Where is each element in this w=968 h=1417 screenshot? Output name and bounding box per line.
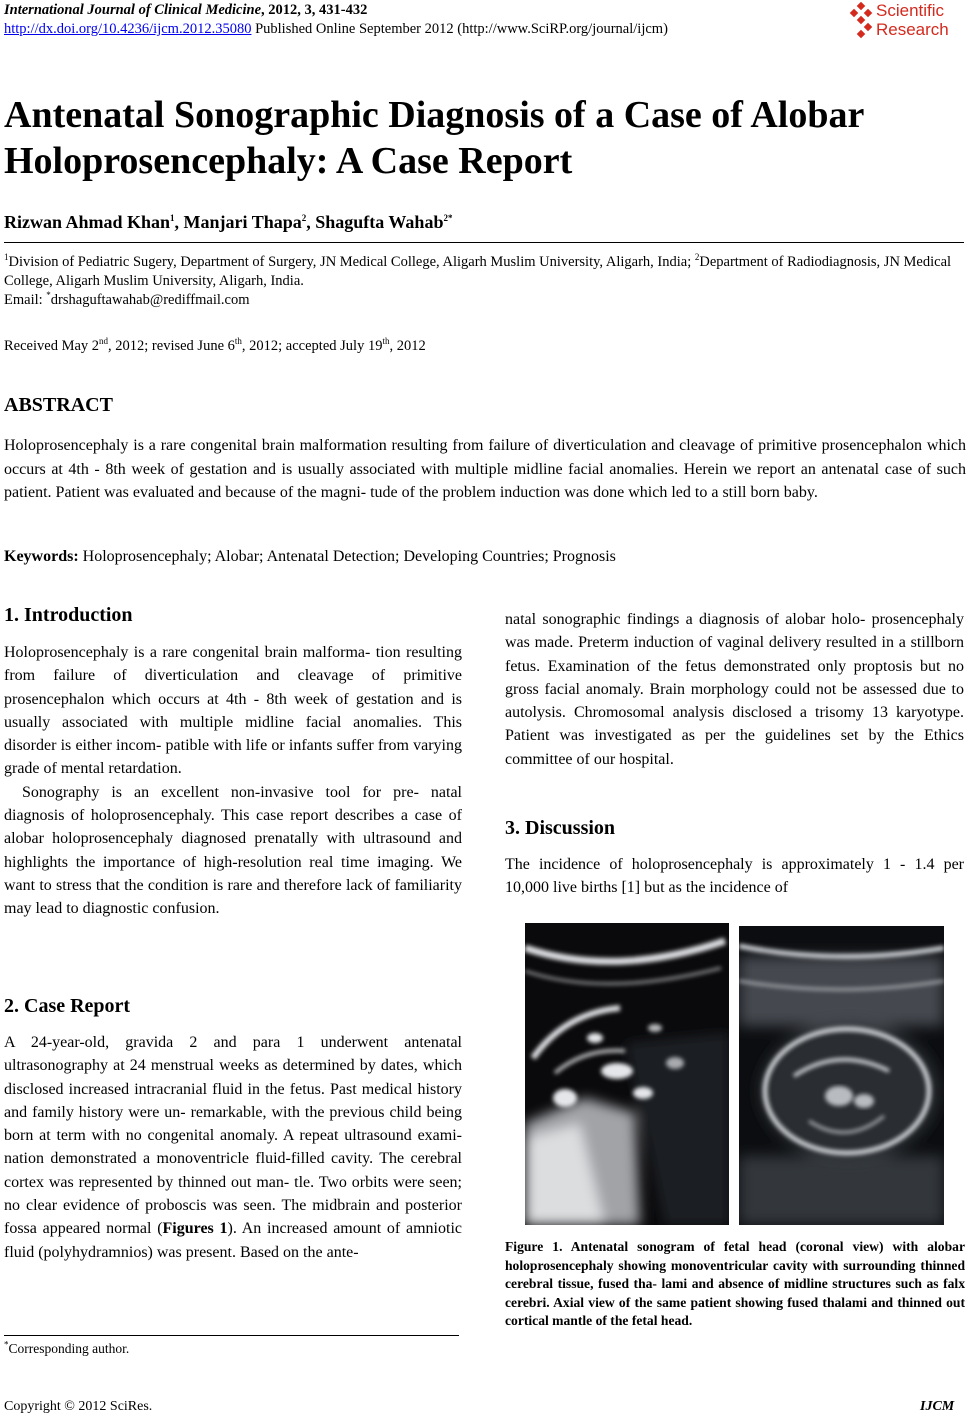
discussion-body [505, 853, 964, 900]
email-label: Email: [4, 292, 47, 308]
case-report-body [4, 1031, 462, 1264]
section-case-report-heading: 2. Case Report [4, 995, 131, 1017]
title-line-2: Holoprosencephaly: A Case Report [4, 140, 573, 182]
affil-sup: 2 [694, 252, 700, 263]
paper-title [4, 92, 964, 184]
affiliations [4, 253, 966, 310]
author-list [4, 212, 452, 233]
keywords-list: Holoprosencephaly; Alobar; Antenatal Detection; Developing Countries; Prognosis [78, 548, 616, 565]
scientific-research-logo [848, 0, 968, 44]
publication-line [4, 21, 668, 38]
sonogram-coronal-graphic [525, 923, 729, 1225]
figure-1-caption: Figure 1. Antenatal sonogram of fetal head (coronal view) with alobar holoprosencephaly showing monoventricular cavity with surrounding thinned cerebral tissue, fused tha- lami and absence of midline structures such as falx cerebri. Axial view of the same patient showing fused thalami and thinned out cortical mantle of the fetal head. [505, 1239, 965, 1328]
title-divider [4, 242, 964, 243]
author-2-sup: 2 [301, 213, 307, 223]
affiliation-1: Division of Pediatric Sugery, Department of Surgery, JN Medical College, Aligarh Muslim University, Aligarh, India; [8, 254, 695, 270]
email-sup: * [46, 290, 51, 301]
sonogram-axial-image [739, 926, 944, 1225]
abstract-text: Holoprosencephaly is a rare congenital brain malformation resulting from failure of diverticulation and cleavage of primitive prosencephalon which occurs at 4th - 8th week of gestation and is usually associated with multiple midline facial anomalies. Herein we report an antenatal case of such patient. Patient was evaluated and because of the magni- tude of the problem induction was done which led to a still born baby. [4, 437, 966, 501]
author-1: Rizwan Ahmad Khan [4, 212, 171, 232]
logo-line-2: Research [876, 20, 949, 39]
footnote [4, 1341, 129, 1357]
footnote-text: Corresponding author. [8, 1341, 130, 1356]
author-3-sup: 2* [443, 213, 453, 223]
intro-paragraph-2: Sonography is an excellent non-invasive tool for pre- natal diagnosis of holoprosencephaly. This case report describes a case of alobar holoprosencephaly diagnosed prenatally with ultrasound and highlights the importance of high-resolution real time imaging. We want to stress that the condition is rare and therefore lack of familiarity may lead to diagnostic confusion. [4, 783, 462, 918]
journal-header [4, 2, 367, 19]
abstract-heading: ABSTRACT [4, 394, 113, 416]
published-online: Published Online September 2012 (http://www.SciRP.org/journal/ijcm) [251, 21, 668, 37]
journal-volume: , 2012, 3, 431-432 [261, 2, 368, 18]
received-text: Received May 2 [4, 338, 100, 354]
author-sep: , [306, 212, 316, 232]
case-paragraph-continued: natal sonographic findings a diagnosis of alobar holo- prosencephaly was made. Preterm induction of vaginal delivery resulted in a stillborn fetus. Examination of the fetus demonstrated only proptosis but no gross facial anomaly. Brain morphology could not be assessed due to autolysis. Chromosomal analysis disclosed a trisomy 13 karyotype. Patient was investigated as per the guidelines set by the Ethics committee of our hospital. [505, 611, 964, 768]
footnote-divider [4, 1335, 459, 1336]
author-3: Shagufta Wahab [315, 212, 444, 232]
affil-sup: 1 [4, 252, 9, 263]
figure-reference[interactable]: Figures 1 [162, 1220, 228, 1238]
introduction-body [4, 641, 462, 921]
logo-line-1: Scientific [876, 1, 945, 20]
footnote-sup: * [4, 1339, 9, 1350]
case-text-a: A 24-year-old, gravida 2 and para 1 underwent antenatal ultrasonography at 24 menstrual weeks as determined by dates, which disclosed increased intracranial fluid in the fetus. Past medical history and family history were un- remarkable, with the previous child being born at term with no congenital anomaly. A repeat ultrasound exami- nation demonstrated a monoventricle fluid-filled cavity. The cerebral cortex was represented by thinned out man- tle. Two orbits were seen; no clear evidence of proboscis was seen. The midbrain and posterior fossa appeared normal ( [4, 1034, 462, 1238]
case-paragraph-1 [4, 1031, 462, 1264]
section-discussion-heading: 3. Discussion [505, 817, 616, 839]
sonogram-coronal-image [525, 923, 729, 1225]
footer-journal-abbrev: IJCM [920, 1399, 955, 1414]
year-text: , 2012 [389, 338, 426, 354]
author-2: Manjari Thapa [183, 212, 302, 232]
section-introduction-heading: 1. Introduction [4, 604, 133, 626]
case-text-b: ). An increased amount of amniotic fluid (polyhydramnios) was present. Based on the ante- [4, 1220, 462, 1261]
received-sup: nd [99, 336, 109, 347]
keywords [4, 548, 616, 566]
logo-diamonds-icon [848, 2, 876, 42]
sonogram-axial-graphic [739, 926, 944, 1225]
revised-text: , 2012; revised June 6 [108, 338, 235, 354]
accepted-text: , 2012; accepted July 19 [241, 338, 383, 354]
case-report-continued [505, 608, 964, 771]
title-line-1: Antenatal Sonographic Diagnosis of a Case of Alobar [4, 94, 865, 136]
received-dates [4, 338, 426, 355]
discussion-paragraph-1: The incidence of holoprosencephaly is approximately 1 - 1.4 per 10,000 live births [1] but as the incidence of [505, 856, 964, 897]
affiliation-2: Department of Radiodiagnosis, JN Medical College, Aligarh Muslim University, Aligarh, India. [4, 254, 952, 289]
logo-text [876, 1, 949, 39]
keywords-label: Keywords: [4, 548, 79, 565]
accepted-sup: th [382, 336, 390, 347]
footer-copyright: Copyright © 2012 SciRes. [4, 1399, 153, 1414]
journal-name: International Journal of Clinical Medicine [4, 2, 262, 18]
revised-sup: th [234, 336, 242, 347]
doi-link[interactable]: http://dx.doi.org/10.4236/ijcm.2012.35080 [4, 21, 252, 37]
email-address[interactable]: drshaguftawahab@rediffmail.com [50, 292, 250, 308]
author-sep: , [174, 212, 184, 232]
author-1-sup: 1 [170, 213, 175, 223]
intro-paragraph-1: Holoprosencephaly is a rare congenital brain malforma- tion resulting from failure of diverticulation and cleavage of primitive prosencephalon which occurs at 4th - 8th week of gestation and is usually associated with multiple midline facial anomalies. This disorder is either incom- patible with life or infants suffer from varying grade of mental retardation. [4, 644, 462, 778]
